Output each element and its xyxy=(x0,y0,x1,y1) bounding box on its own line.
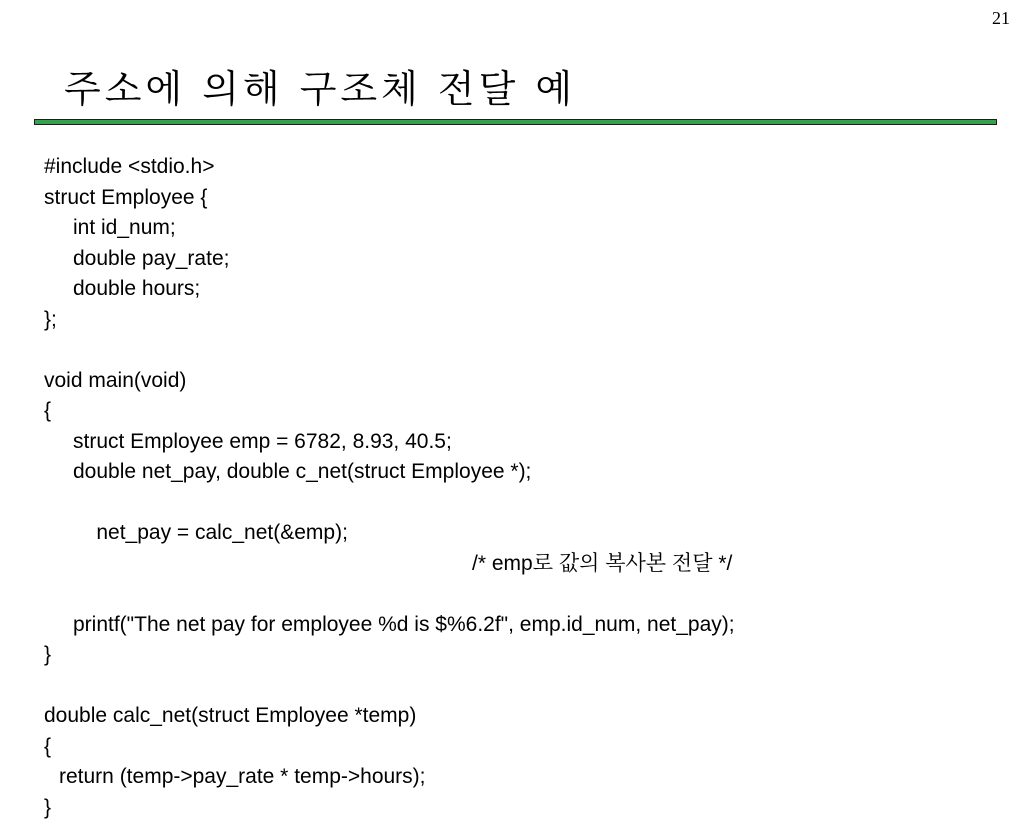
code-line-struct-decl: struct Employee { xyxy=(44,183,735,214)
code-line-main-close: } xyxy=(44,640,735,671)
code-statement: net_pay = calc_net(&emp); xyxy=(96,521,348,544)
code-line-calc-close: } xyxy=(44,793,735,823)
page-number: 21 xyxy=(992,8,1010,29)
code-line-main-decl: void main(void) xyxy=(44,366,735,397)
code-line-printf: printf("The net pay for employee %d is $%6.2f", emp.id_num, net_pay); xyxy=(44,610,735,641)
code-line-main-open: { xyxy=(44,396,735,427)
code-block xyxy=(44,152,735,823)
code-line-field-hours: double hours; xyxy=(44,274,735,305)
code-line-calc-call xyxy=(44,488,735,610)
code-line-blank xyxy=(44,671,735,702)
code-line-include: #include <stdio.h> xyxy=(44,152,735,183)
title-divider xyxy=(34,119,997,125)
code-line-emp-init: struct Employee emp = 6782, 8.93, 40.5; xyxy=(44,427,735,458)
slide-title: 주소에 의해 구조체 전달 예 xyxy=(64,58,576,113)
code-line-field-id: int id_num; xyxy=(44,213,735,244)
code-line-return: return (temp->pay_rate * temp->hours); xyxy=(44,762,735,793)
code-line-calc-open: { xyxy=(44,732,735,763)
code-line-blank xyxy=(44,335,735,366)
code-line-calc-decl: double calc_net(struct Employee *temp) xyxy=(44,701,735,732)
code-line-field-pay-rate: double pay_rate; xyxy=(44,244,735,275)
code-line-net-pay-decl: double net_pay, double c_net(struct Employee *); xyxy=(44,457,735,488)
code-line-struct-end: }; xyxy=(44,305,735,336)
code-comment: /* emp로 값의 복사본 전달 */ xyxy=(472,549,732,580)
